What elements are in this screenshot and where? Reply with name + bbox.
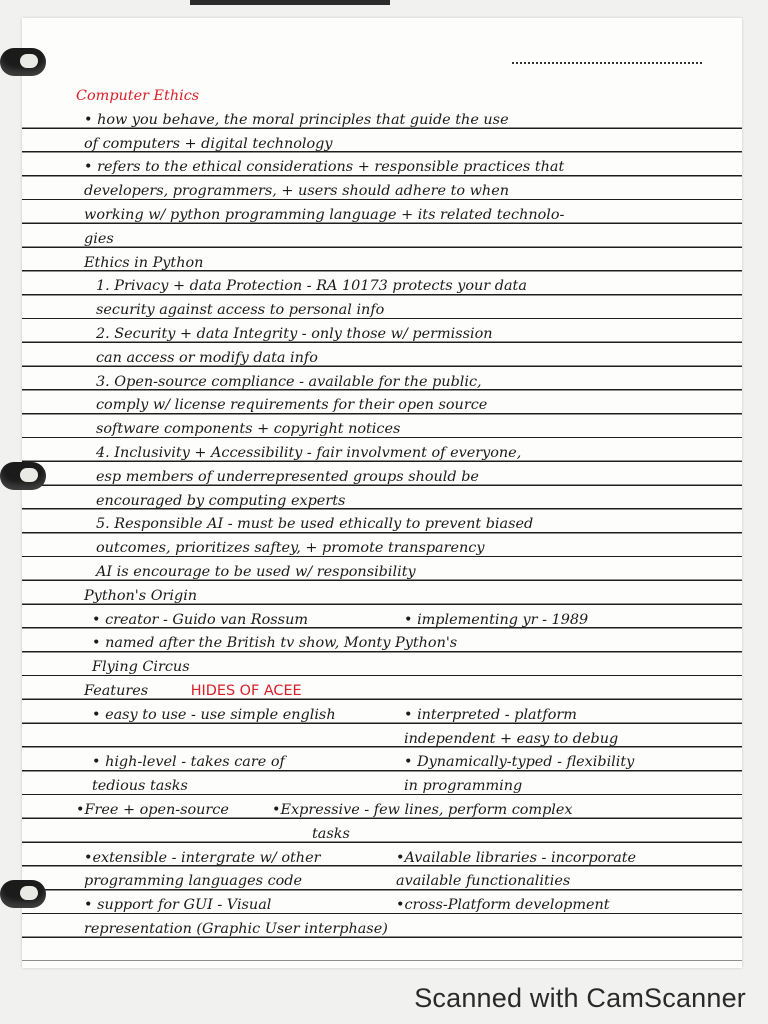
feature-row — [76, 846, 716, 870]
note-line: can access or modify data info — [96, 349, 318, 366]
note-line: outcomes, prioritizes saftey, + promote transparency — [96, 540, 485, 557]
feature-right: • Dynamically-typed - flexibility — [404, 754, 635, 771]
note-line: of computers + digital technology — [84, 135, 333, 152]
note-line: software components + copyright notices — [96, 421, 401, 438]
note-line: encouraged by computing experts — [96, 492, 346, 509]
note-line: • named after the British tv show, Monty Python's — [92, 635, 458, 652]
feature-left: • high-level - takes care of — [92, 754, 285, 771]
note-line: 1. Privacy + data Protection - RA 10173 protects your data — [96, 278, 527, 295]
feature-right: tasks — [312, 825, 350, 842]
feature-left: representation (Graphic User interphase) — [84, 920, 388, 937]
feature-row — [76, 869, 716, 893]
feature-left — [92, 727, 404, 751]
note-line — [76, 608, 716, 632]
note-line: gies — [84, 230, 114, 247]
note-line: 5. Responsible AI - must be used ethically to prevent biased — [96, 516, 534, 533]
note-line: comply w/ license requirements for their open source — [96, 397, 488, 414]
feature-right: available functionalities — [396, 873, 571, 890]
binder-ring — [0, 880, 46, 908]
page-top-edge — [190, 0, 390, 5]
binder-ring — [0, 462, 46, 490]
note-line: developers, programmers, + users should adhere to when — [84, 183, 509, 200]
note-line: AI is encourage to be used w/ responsibility — [96, 563, 416, 580]
feature-right: in programming — [404, 778, 523, 795]
note-line: security against access to personal info — [96, 302, 385, 319]
feature-left — [76, 822, 312, 846]
camscanner-watermark: Scanned with CamScanner — [414, 983, 746, 1013]
feature-right: independent + easy to debug — [404, 730, 619, 747]
feature-left: • easy to use - use simple english — [92, 706, 336, 723]
heading-features — [76, 679, 716, 703]
feature-row — [76, 822, 716, 846]
note-line: • refers to the ethical considerations + responsible practices that — [84, 159, 565, 176]
feature-left: • support for GUI - Visual — [84, 897, 272, 914]
feature-left: •extensible - intergrate w/ other — [84, 849, 321, 866]
feature-right: • interpreted - platform — [404, 706, 577, 723]
origin-creator: • creator - Guido van Rossum — [92, 611, 308, 628]
note-line: working w/ python programming language + its related technolo- — [84, 206, 565, 223]
feature-left: •Free + open-source — [76, 801, 229, 818]
feature-row — [76, 798, 716, 822]
feature-row — [76, 774, 716, 798]
feature-row — [76, 917, 716, 941]
note-line: 3. Open-source compliance - available for the public, — [96, 373, 482, 390]
feature-row — [76, 893, 716, 917]
features-acronym: HIDES OF ACEE — [190, 682, 302, 699]
heading-ethics-in-python: Ethics in Python — [84, 254, 204, 271]
note-line: 4. Inclusivity + Accessibility - fair involvment of everyone, — [96, 444, 522, 461]
feature-row — [76, 750, 716, 774]
feature-right: •Available libraries - incorporate — [396, 849, 637, 866]
heading-computer-ethics: Computer Ethics — [76, 88, 200, 104]
feature-row — [76, 703, 716, 727]
handwritten-notes — [76, 84, 716, 941]
note-line: • how you behave, the moral principles that guide the use — [84, 111, 509, 128]
heading-pythons-origin: Python's Origin — [84, 587, 198, 604]
feature-left: programming languages code — [84, 873, 303, 890]
note-line: Flying Circus — [92, 659, 190, 676]
feature-right: •cross-Platform development — [396, 897, 610, 914]
feature-right: •Expressive - few lines, perform complex — [272, 801, 573, 818]
binder-ring — [0, 48, 46, 76]
note-line: 2. Security + data Integrity - only those w/ permission — [96, 325, 493, 342]
feature-left: tedious tasks — [92, 778, 188, 795]
note-line: esp members of underrepresented groups should be — [96, 468, 479, 485]
origin-year: • implementing yr - 1989 — [404, 611, 589, 628]
date-line — [512, 62, 702, 64]
features-title: Features — [84, 682, 149, 699]
feature-row — [76, 727, 716, 751]
